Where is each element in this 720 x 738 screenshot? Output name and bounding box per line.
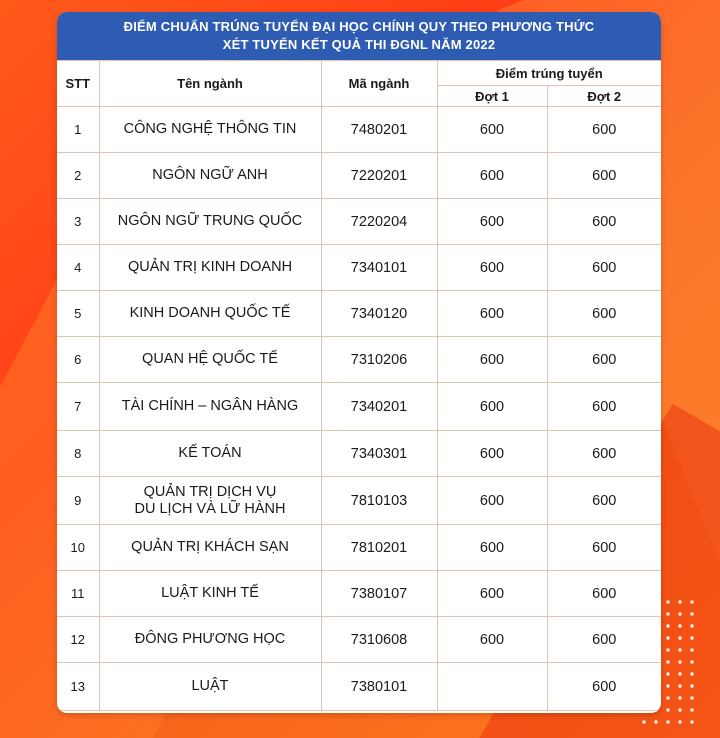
row-score-dot-1 xyxy=(437,663,547,711)
header-stt: STT xyxy=(57,61,99,107)
row-score-dot-2: 600 xyxy=(547,617,661,663)
row-score-dot-2: 600 xyxy=(547,337,661,383)
row-major-code: 7340201 xyxy=(321,383,437,431)
row-score-dot-1: 600 xyxy=(437,107,547,153)
row-score-dot-1: 600 xyxy=(437,153,547,199)
score-table xyxy=(57,60,661,711)
row-score-dot-1: 600 xyxy=(437,617,547,663)
row-major-name-line-1: QUẢN TRỊ DỊCH VỤ xyxy=(143,483,277,500)
row-score-dot-2: 600 xyxy=(547,383,661,431)
row-score-dot-2: 600 xyxy=(547,107,661,153)
row-major-code: 7810103 xyxy=(321,477,437,525)
row-major-name: LUẬT KINH TẾ xyxy=(99,571,321,617)
table-row xyxy=(57,337,661,383)
row-score-dot-1: 600 xyxy=(437,291,547,337)
row-stt: 12 xyxy=(57,617,99,663)
header-diem-trung-tuyen: Điểm trúng tuyển xyxy=(437,61,661,86)
row-score-dot-2: 600 xyxy=(547,477,661,525)
row-major-code: 7310608 xyxy=(321,617,437,663)
row-major-code: 7340301 xyxy=(321,431,437,477)
title-banner xyxy=(57,12,661,60)
row-stt: 10 xyxy=(57,525,99,571)
row-major-code: 7810201 xyxy=(321,525,437,571)
row-stt: 2 xyxy=(57,153,99,199)
row-score-dot-2: 600 xyxy=(547,199,661,245)
row-stt: 7 xyxy=(57,383,99,431)
row-stt: 11 xyxy=(57,571,99,617)
row-major-code: 7340101 xyxy=(321,245,437,291)
row-major-code: 7480201 xyxy=(321,107,437,153)
row-score-dot-1: 600 xyxy=(437,477,547,525)
table-row xyxy=(57,291,661,337)
row-stt: 5 xyxy=(57,291,99,337)
row-major-name: QUAN HỆ QUỐC TẾ xyxy=(99,337,321,383)
row-score-dot-1: 600 xyxy=(437,245,547,291)
row-stt: 13 xyxy=(57,663,99,711)
table-row xyxy=(57,107,661,153)
table-row xyxy=(57,383,661,431)
row-score-dot-2: 600 xyxy=(547,153,661,199)
row-score-dot-2: 600 xyxy=(547,525,661,571)
table-row xyxy=(57,663,661,711)
row-score-dot-2: 600 xyxy=(547,571,661,617)
table-row xyxy=(57,431,661,477)
score-table-card xyxy=(57,12,661,713)
row-major-name xyxy=(99,477,321,525)
title-line-1: ĐIỂM CHUẨN TRÚNG TUYỂN ĐẠI HỌC CHÍNH QUY THEO PHƯƠNG THỨC xyxy=(123,19,595,34)
row-score-dot-1: 600 xyxy=(437,337,547,383)
header-dot-2: Đợt 2 xyxy=(547,86,661,107)
row-major-code: 7380107 xyxy=(321,571,437,617)
row-score-dot-2: 600 xyxy=(547,663,661,711)
row-score-dot-2: 600 xyxy=(547,431,661,477)
table-row xyxy=(57,571,661,617)
row-major-name: QUẢN TRỊ KHÁCH SẠN xyxy=(99,525,321,571)
row-major-name: CÔNG NGHỆ THÔNG TIN xyxy=(99,107,321,153)
row-stt: 9 xyxy=(57,477,99,525)
row-major-code: 7310206 xyxy=(321,337,437,383)
row-score-dot-1: 600 xyxy=(437,525,547,571)
row-major-name: TÀI CHÍNH – NGÂN HÀNG xyxy=(99,383,321,431)
row-major-name: NGÔN NGỮ TRUNG QUỐC xyxy=(99,199,321,245)
row-stt: 3 xyxy=(57,199,99,245)
table-row xyxy=(57,153,661,199)
row-major-name: ĐÔNG PHƯƠNG HỌC xyxy=(99,617,321,663)
row-score-dot-2: 600 xyxy=(547,245,661,291)
row-major-name-line-2: DU LỊCH VÀ LỮ HÀNH xyxy=(134,500,286,517)
row-major-code: 7380101 xyxy=(321,663,437,711)
row-score-dot-1: 600 xyxy=(437,571,547,617)
header-ten-nganh: Tên ngành xyxy=(99,61,321,107)
row-major-code: 7340120 xyxy=(321,291,437,337)
table-row xyxy=(57,477,661,525)
row-major-name: QUẢN TRỊ KINH DOANH xyxy=(99,245,321,291)
table-row xyxy=(57,199,661,245)
row-major-name: KẾ TOÁN xyxy=(99,431,321,477)
row-major-code: 7220204 xyxy=(321,199,437,245)
row-stt: 8 xyxy=(57,431,99,477)
row-score-dot-2: 600 xyxy=(547,291,661,337)
row-major-name: NGÔN NGỮ ANH xyxy=(99,153,321,199)
header-dot-1: Đợt 1 xyxy=(437,86,547,107)
row-score-dot-1: 600 xyxy=(437,383,547,431)
row-stt: 6 xyxy=(57,337,99,383)
row-stt: 1 xyxy=(57,107,99,153)
row-stt: 4 xyxy=(57,245,99,291)
row-major-name: KINH DOANH QUỐC TẾ xyxy=(99,291,321,337)
row-major-code: 7220201 xyxy=(321,153,437,199)
title-line-2: XÉT TUYỂN KẾT QUẢ THI ĐGNL NĂM 2022 xyxy=(222,37,496,52)
row-score-dot-1: 600 xyxy=(437,431,547,477)
table-row xyxy=(57,245,661,291)
table-row xyxy=(57,525,661,571)
row-major-name: LUẬT xyxy=(99,663,321,711)
row-score-dot-1: 600 xyxy=(437,199,547,245)
table-row xyxy=(57,617,661,663)
header-ma-nganh: Mã ngành xyxy=(321,61,437,107)
